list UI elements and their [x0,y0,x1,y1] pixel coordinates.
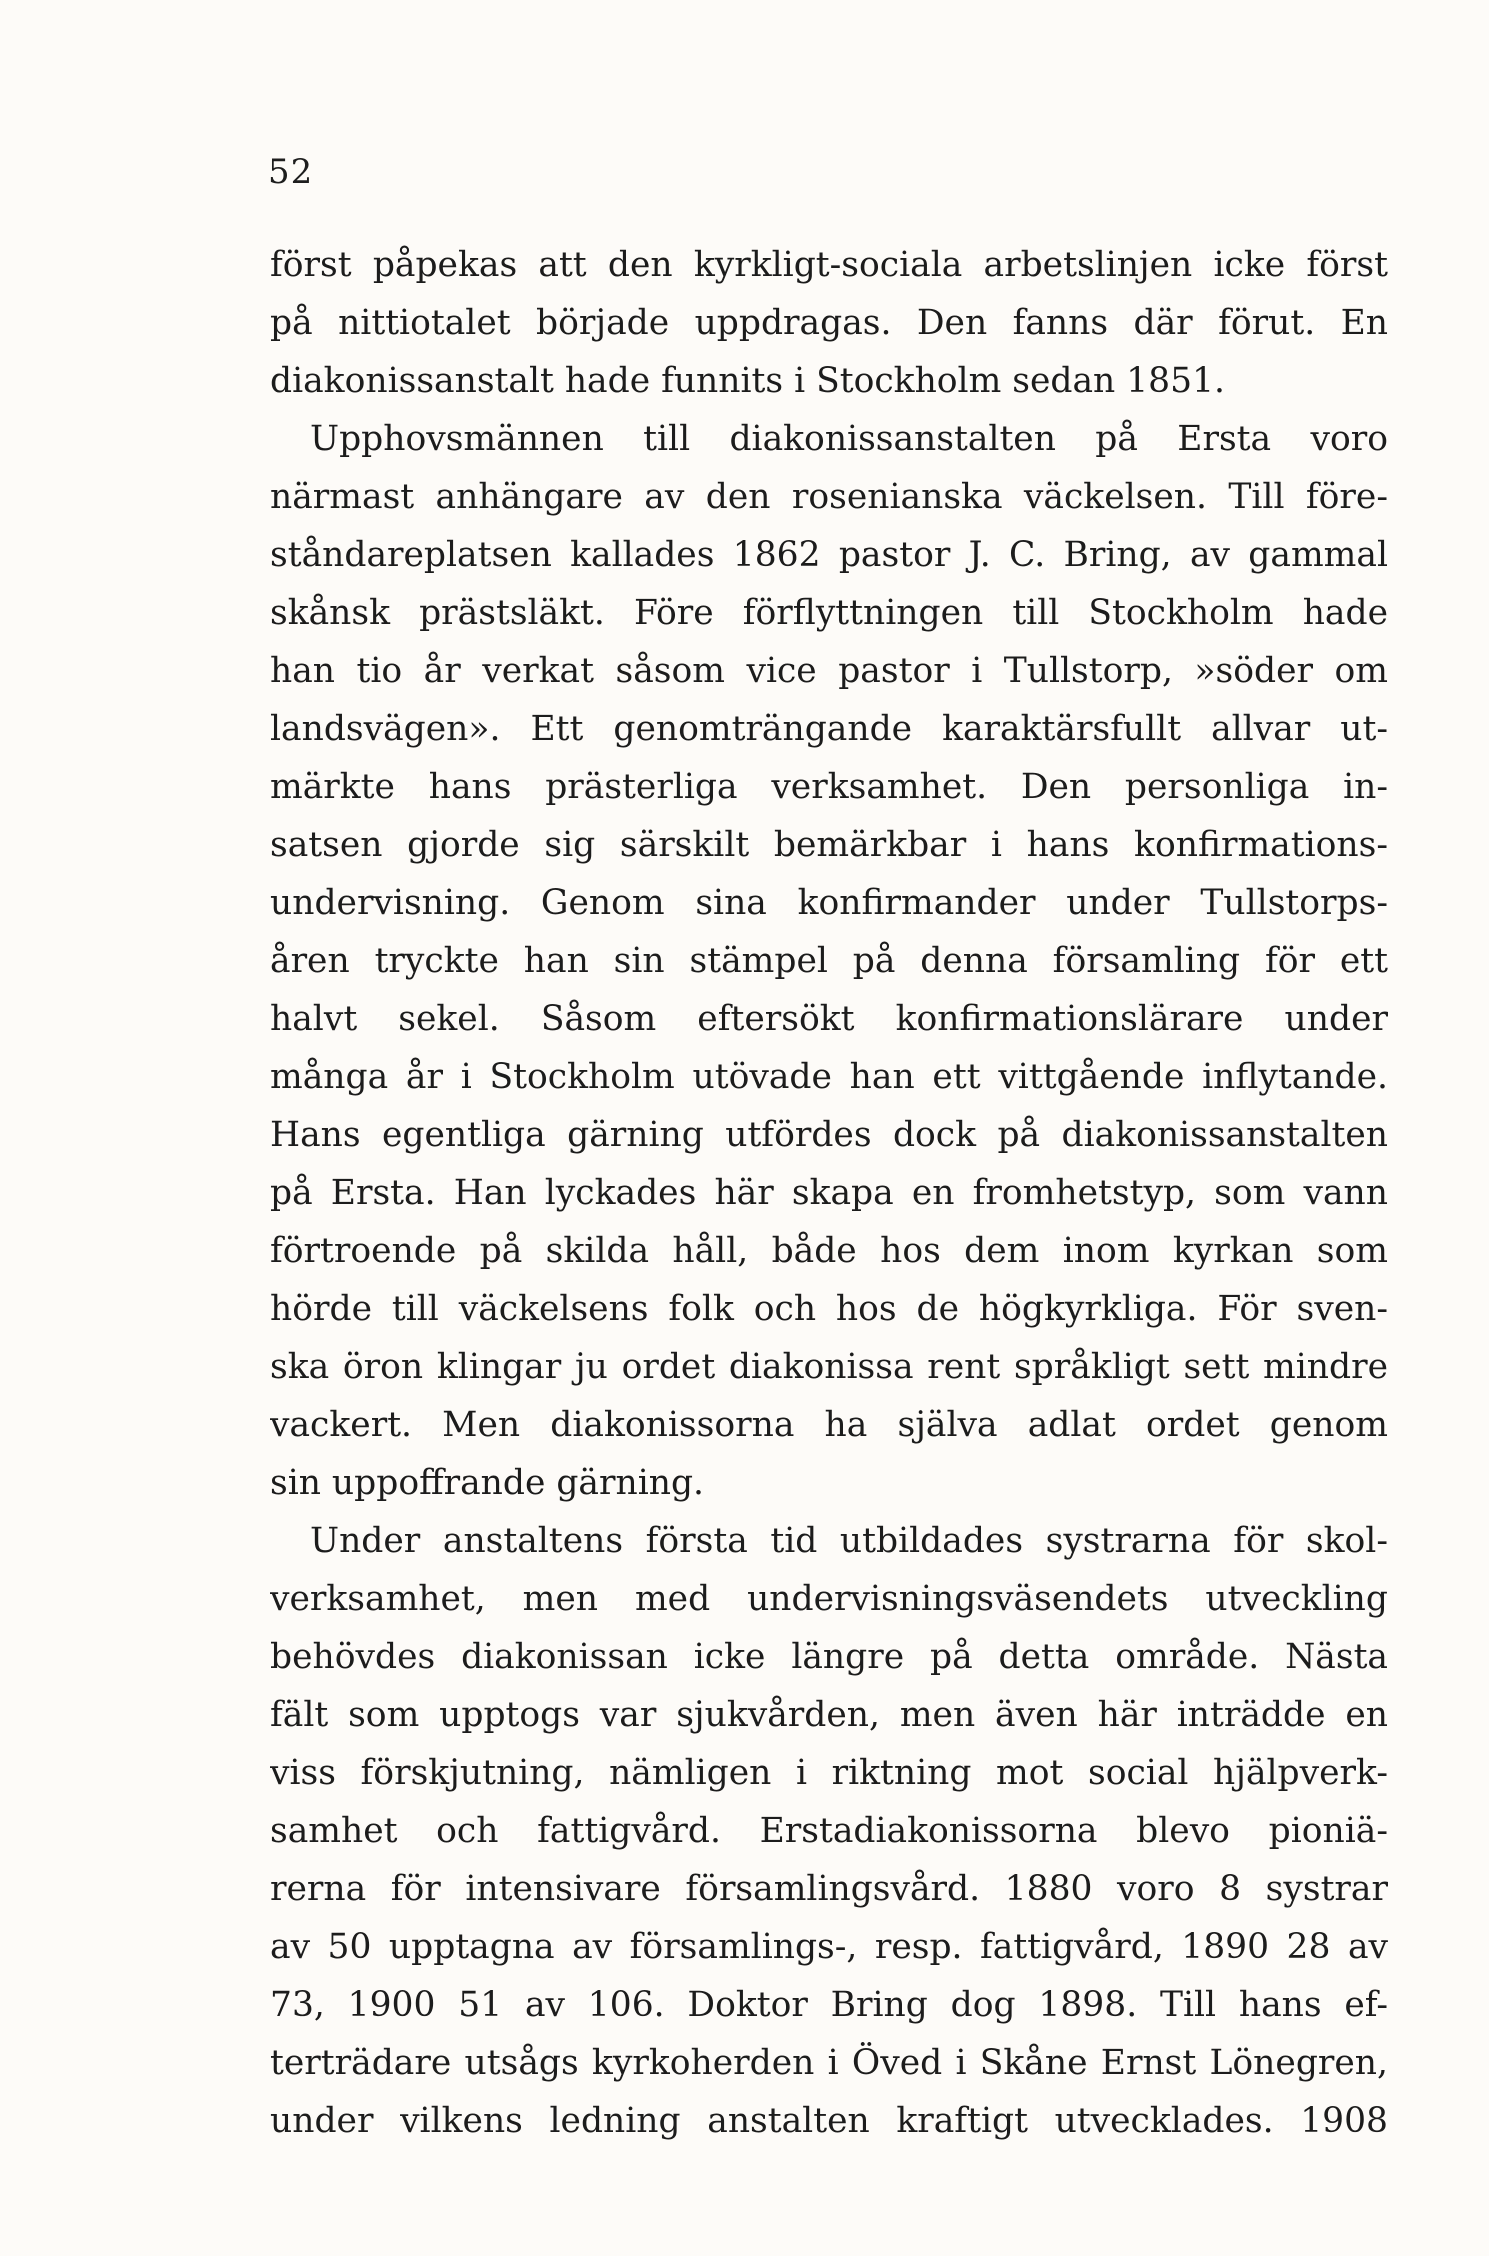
text-line: närmast anhängare av den rosenianska väckelsen. Till före- [270,477,1388,517]
text-line: hörde till väckelsens folk och hos de högkyrkliga. För sven- [270,1289,1388,1329]
text-line: behövdes diakonissan icke längre på detta område. Nästa [270,1637,1388,1677]
text-line: först påpekas att den kyrkligt-sociala arbetslinjen icke först [270,245,1388,285]
text-line: Hans egentliga gärning utfördes dock på diakonissanstalten [270,1115,1388,1155]
body-text [270,236,1388,2150]
text-line: på Ersta. Han lyckades här skapa en fromhetstyp, som vann [270,1173,1388,1213]
text-line: satsen gjorde sig särskilt bemärkbar i hans konfirmations- [270,825,1388,865]
text-line: Upphovsmännen till diakonissanstalten på Ersta voro [310,419,1388,459]
text-line: märkte hans prästerliga verksamhet. Den personliga in- [270,767,1388,807]
text-line: verksamhet, men med undervisningsväsendets utveckling [270,1579,1388,1619]
text-line: terträdare utsågs kyrkoherden i Öved i Skåne Ernst Lönegren, [270,2043,1388,2083]
text-line: åren tryckte han sin stämpel på denna församling för ett [270,941,1388,981]
text-line: ska öron klingar ju ordet diakonissa rent språkligt sett mindre [270,1347,1388,1387]
text-line: viss förskjutning, nämligen i riktning mot social hjälpverk- [270,1753,1388,1793]
text-line: halvt sekel. Såsom eftersökt konfirmationslärare under [270,999,1388,1039]
text-line: på nittiotalet började uppdragas. Den fanns där förut. En [270,303,1388,343]
text-line: landsvägen». Ett genomträngande karaktärsfullt allvar ut- [270,709,1388,749]
text-line: skånsk prästsläkt. Före förflyttningen till Stockholm hade [270,593,1388,633]
text-line: ståndareplatsen kallades 1862 pastor J. C. Bring, av gammal [270,535,1388,575]
text-line: samhet och fattigvård. Erstadiakonissorna blevo pioniä- [270,1811,1388,1851]
page-number: 52 [268,152,314,192]
text-line: 73, 1900 51 av 106. Doktor Bring dog 1898. Till hans ef- [270,1985,1388,2025]
text-line: av 50 upptagna av församlings-, resp. fattigvård, 1890 28 av [270,1927,1388,1967]
text-line: diakonissanstalt hade funnits i Stockholm sedan 1851. [270,361,1225,401]
text-line: rerna för intensivare församlingsvård. 1880 voro 8 systrar [270,1869,1388,1909]
text-line: fält som upptogs var sjukvården, men även här inträdde en [270,1695,1388,1735]
text-line: han tio år verkat såsom vice pastor i Tullstorp, »söder om [270,651,1388,691]
text-line: Under anstaltens första tid utbildades systrarna för skol- [310,1521,1388,1561]
text-line: förtroende på skilda håll, både hos dem inom kyrkan som [270,1231,1388,1271]
text-line: vackert. Men diakonissorna ha själva adlat ordet genom [270,1405,1388,1445]
text-line: undervisning. Genom sina konfirmander under Tullstorps- [270,883,1388,923]
text-line: många år i Stockholm utövade han ett vittgående inflytande. [270,1057,1388,1097]
text-line: sin uppoffrande gärning. [270,1463,705,1503]
text-line: under vilkens ledning anstalten kraftigt utvecklades. 1908 [270,2101,1388,2141]
